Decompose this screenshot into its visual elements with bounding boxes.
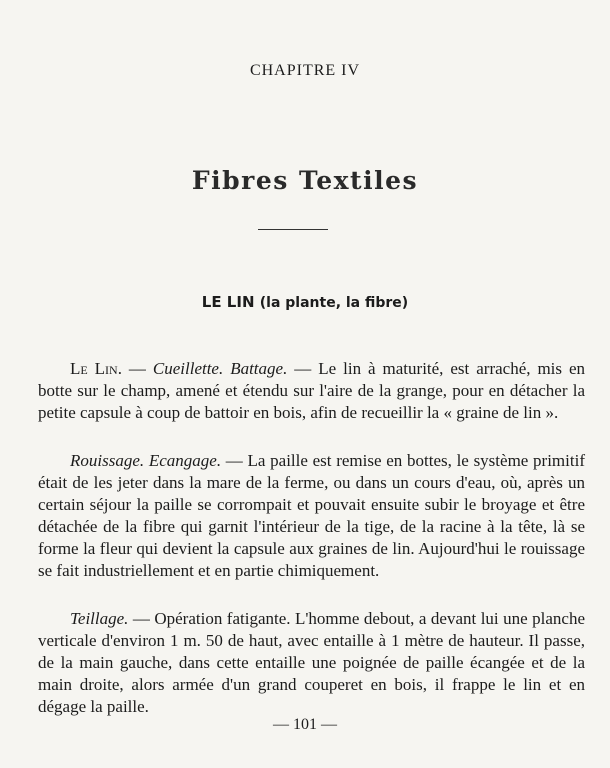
paragraph-separator: —	[121, 359, 153, 378]
section-subtitle: (la plante, la fibre)	[259, 295, 409, 311]
paragraph-heading: Cueillette. Battage.	[152, 359, 288, 378]
section-main-title: LE LIN	[201, 293, 255, 311]
section-heading	[0, 293, 610, 311]
chapter-heading: CHAPITRE IV	[249, 62, 361, 79]
paragraph-body: — La paille est remise en bottes, le système primitif était de les jeter dans la mare de la ferme, ou dans un cours d'eau, où, après un certain séjour la paille se corrompait et pouvait ensuite subir le broyage et être détachée de la fibre qui garnit l'intérieur de la tige, de la racine à la tête, là se forme la fleur qui devient la capsule aux graines de lin. Aujourd'hui le rouissage se fait industriellement et en partie chimiquement.	[38, 451, 585, 580]
paragraph-body: — Opération fatigante. L'homme debout, a devant lui une planche verticale d'environ 1 m. 50 de haut, avec entaille à 1 mètre de hauteur. Il passe, de la main gauche, dans cette entaille une poignée de paille écangée et de la main droite, alors armée d'un grand couperet en bois, il frappe le lin et en dégage la paille.	[38, 609, 585, 716]
paragraph-lead: Le Lin.	[70, 359, 122, 378]
paragraph-heading: Rouissage. Ecangage.	[70, 451, 222, 470]
paragraph-rouissage	[38, 450, 585, 582]
page-title: Fibres Textiles	[191, 166, 419, 195]
paragraph-heading: Teillage.	[70, 609, 129, 628]
title-divider	[258, 229, 328, 230]
paragraph-body: — Le lin à maturité, est arraché, mis en botte sur le champ, amené et étendu sur l'aire de la grange, pour en détacher la petite capsule à coup de battoir en bois, afin de recueillir la « graine de lin ».	[38, 359, 586, 422]
page-number: — 101 —	[273, 716, 337, 733]
paragraph-cueillette	[38, 358, 585, 424]
paragraph-teillage	[38, 608, 585, 718]
